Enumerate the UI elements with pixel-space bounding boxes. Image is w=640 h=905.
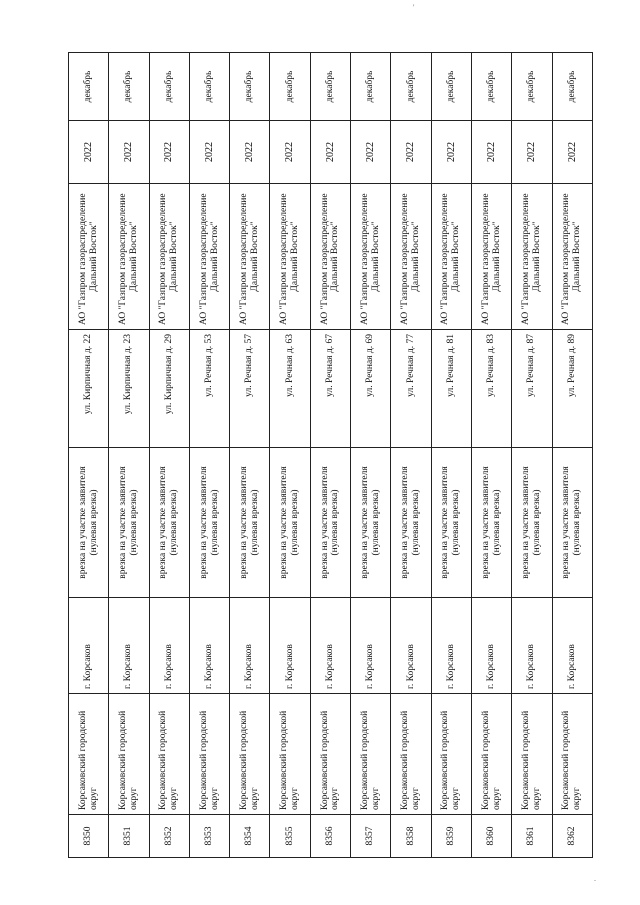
month-cell: декабрь <box>471 53 511 121</box>
address-cell: ул. Речная д. 69 <box>351 330 391 448</box>
organization-cell <box>471 184 511 330</box>
month-cell: декабрь <box>189 53 229 121</box>
organization-line-1: АО "Газпром газораспределение <box>158 193 169 325</box>
month-cell: декабрь <box>230 53 270 121</box>
year-cell: 2022 <box>310 121 350 184</box>
work-type-cell: врезка на участке заявителя (нулевая врезка) <box>69 448 109 598</box>
year-cell: 2022 <box>149 121 189 184</box>
organization-line-1: АО "Газпром газораспределение <box>480 193 491 325</box>
row-number-cell: 8350 <box>69 815 109 858</box>
city-cell: г. Корсаков <box>189 598 229 694</box>
address-cell: ул. Речная д. 83 <box>471 330 511 448</box>
city-cell: г. Корсаков <box>270 598 310 694</box>
organization-line-2: Дальний Восток" <box>491 221 502 292</box>
district-cell: Корсаковский городской округ <box>69 694 109 815</box>
organization-line-1: АО "Газпром газораспределение <box>520 193 531 325</box>
address-cell: ул. Речная д. 77 <box>391 330 431 448</box>
table-row <box>310 53 350 858</box>
district-cell: Корсаковский городской округ <box>189 694 229 815</box>
district-cell: Корсаковский городской округ <box>552 694 592 815</box>
work-type-cell: врезка на участке заявителя (нулевая врезка) <box>189 448 229 598</box>
table-row <box>69 53 109 858</box>
organization-line-1: АО "Газпром газораспределение <box>400 193 411 325</box>
district-cell: Корсаковский городской округ <box>351 694 391 815</box>
year-cell: 2022 <box>109 121 149 184</box>
gasification-table-frame <box>68 53 593 858</box>
organization-cell <box>552 184 592 330</box>
organization-line-2: Дальний Восток" <box>209 221 220 292</box>
row-number-cell: 8355 <box>270 815 310 858</box>
district-cell: Корсаковский городской округ <box>149 694 189 815</box>
address-cell: ул. Речная д. 63 <box>270 330 310 448</box>
gasification-table <box>68 52 593 858</box>
organization-line-2: Дальний Восток" <box>330 221 341 292</box>
organization-cell <box>109 184 149 330</box>
organization-cell <box>351 184 391 330</box>
city-cell: г. Корсаков <box>310 598 350 694</box>
district-cell: Корсаковский городской округ <box>431 694 471 815</box>
year-cell: 2022 <box>431 121 471 184</box>
organization-line-2: Дальний Восток" <box>128 221 139 292</box>
row-number-cell: 8356 <box>310 815 350 858</box>
year-cell: 2022 <box>471 121 511 184</box>
work-type-cell: врезка на участке заявителя (нулевая врезка) <box>512 448 552 598</box>
organization-cell <box>310 184 350 330</box>
table-row <box>109 53 149 858</box>
work-type-cell: врезка на участке заявителя (нулевая врезка) <box>351 448 391 598</box>
row-number-cell: 8362 <box>552 815 592 858</box>
district-cell: Корсаковский городской округ <box>471 694 511 815</box>
row-number-cell: 8351 <box>109 815 149 858</box>
month-cell: декабрь <box>270 53 310 121</box>
organization-cell <box>391 184 431 330</box>
organization-line-2: Дальний Восток" <box>451 221 462 292</box>
row-number-cell: 8361 <box>512 815 552 858</box>
year-cell: 2022 <box>230 121 270 184</box>
organization-line-1: АО "Газпром газораспределение <box>77 193 88 325</box>
scan-mark-bottom: . <box>594 874 596 883</box>
row-number-cell: 8358 <box>391 815 431 858</box>
year-cell: 2022 <box>351 121 391 184</box>
organization-cell <box>512 184 552 330</box>
year-cell: 2022 <box>391 121 431 184</box>
work-type-cell: врезка на участке заявителя (нулевая врезка) <box>149 448 189 598</box>
organization-cell <box>69 184 109 330</box>
month-cell: декабрь <box>149 53 189 121</box>
city-cell: г. Корсаков <box>552 598 592 694</box>
year-cell: 2022 <box>512 121 552 184</box>
row-number-cell: 8359 <box>431 815 471 858</box>
table-row <box>189 53 229 858</box>
row-number-cell: 8357 <box>351 815 391 858</box>
city-cell: г. Корсаков <box>69 598 109 694</box>
table-row <box>230 53 270 858</box>
month-cell: декабрь <box>69 53 109 121</box>
organization-line-1: АО "Газпром газораспределение <box>359 193 370 325</box>
city-cell: г. Корсаков <box>351 598 391 694</box>
address-cell: ул. Речная д. 67 <box>310 330 350 448</box>
district-cell: Корсаковский городской округ <box>391 694 431 815</box>
work-type-cell: врезка на участке заявителя (нулевая врезка) <box>270 448 310 598</box>
city-cell: г. Корсаков <box>391 598 431 694</box>
organization-line-2: Дальний Восток" <box>290 221 301 292</box>
organization-line-2: Дальний Восток" <box>572 221 583 292</box>
district-cell: Корсаковский городской округ <box>512 694 552 815</box>
work-type-cell: врезка на участке заявителя (нулевая врезка) <box>109 448 149 598</box>
organization-cell <box>189 184 229 330</box>
address-cell: ул. Кирпичная д. 29 <box>149 330 189 448</box>
month-cell: декабрь <box>552 53 592 121</box>
address-cell: ул. Речная д. 89 <box>552 330 592 448</box>
table-row <box>552 53 592 858</box>
table-row <box>431 53 471 858</box>
table-body <box>69 53 593 858</box>
table-row <box>270 53 310 858</box>
city-cell: г. Корсаков <box>109 598 149 694</box>
work-type-cell: врезка на участке заявителя (нулевая врезка) <box>310 448 350 598</box>
month-cell: декабрь <box>351 53 391 121</box>
city-cell: г. Корсаков <box>230 598 270 694</box>
city-cell: г. Корсаков <box>149 598 189 694</box>
district-cell: Корсаковский городской округ <box>109 694 149 815</box>
organization-line-1: АО "Газпром газораспределение <box>238 193 249 325</box>
organization-line-1: АО "Газпром газораспределение <box>561 193 572 325</box>
row-number-cell: 8360 <box>471 815 511 858</box>
organization-line-2: Дальний Восток" <box>88 221 99 292</box>
address-cell: ул. Речная д. 81 <box>431 330 471 448</box>
address-cell: ул. Кирпичная д. 22 <box>69 330 109 448</box>
row-number-cell: 8354 <box>230 815 270 858</box>
month-cell: декабрь <box>391 53 431 121</box>
year-cell: 2022 <box>69 121 109 184</box>
district-cell: Корсаковский городской округ <box>310 694 350 815</box>
work-type-cell: врезка на участке заявителя (нулевая врезка) <box>230 448 270 598</box>
table-row <box>391 53 431 858</box>
organization-line-2: Дальний Восток" <box>249 221 260 292</box>
city-cell: г. Корсаков <box>471 598 511 694</box>
work-type-cell: врезка на участке заявителя (нулевая врезка) <box>552 448 592 598</box>
organization-line-1: АО "Газпром газораспределение <box>198 193 209 325</box>
row-number-cell: 8353 <box>189 815 229 858</box>
organization-cell <box>270 184 310 330</box>
table-row <box>512 53 552 858</box>
month-cell: декабрь <box>109 53 149 121</box>
organization-line-2: Дальний Восток" <box>531 221 542 292</box>
city-cell: г. Корсаков <box>431 598 471 694</box>
organization-cell <box>149 184 189 330</box>
work-type-cell: врезка на участке заявителя (нулевая врезка) <box>431 448 471 598</box>
work-type-cell: врезка на участке заявителя (нулевая врезка) <box>471 448 511 598</box>
organization-cell <box>431 184 471 330</box>
scan-mark-top: ' <box>413 3 415 12</box>
row-number-cell: 8352 <box>149 815 189 858</box>
address-cell: ул. Речная д. 87 <box>512 330 552 448</box>
year-cell: 2022 <box>552 121 592 184</box>
organization-line-1: АО "Газпром газораспределение <box>118 193 129 325</box>
month-cell: декабрь <box>431 53 471 121</box>
district-cell: Корсаковский городской округ <box>270 694 310 815</box>
table-row <box>351 53 391 858</box>
organization-line-1: АО "Газпром газораспределение <box>440 193 451 325</box>
organization-line-2: Дальний Восток" <box>411 221 422 292</box>
work-type-cell: врезка на участке заявителя (нулевая врезка) <box>391 448 431 598</box>
organization-line-2: Дальний Восток" <box>169 221 180 292</box>
organization-line-1: АО "Газпром газораспределение <box>319 193 330 325</box>
table-row <box>149 53 189 858</box>
table-row <box>471 53 511 858</box>
address-cell: ул. Речная д. 57 <box>230 330 270 448</box>
city-cell: г. Корсаков <box>512 598 552 694</box>
district-cell: Корсаковский городской округ <box>230 694 270 815</box>
organization-cell <box>230 184 270 330</box>
month-cell: декабрь <box>310 53 350 121</box>
organization-line-1: АО "Газпром газораспределение <box>279 193 290 325</box>
year-cell: 2022 <box>270 121 310 184</box>
organization-line-2: Дальний Восток" <box>370 221 381 292</box>
year-cell: 2022 <box>189 121 229 184</box>
address-cell: ул. Кирпичная д. 23 <box>109 330 149 448</box>
month-cell: декабрь <box>512 53 552 121</box>
address-cell: ул. Речная д. 53 <box>189 330 229 448</box>
